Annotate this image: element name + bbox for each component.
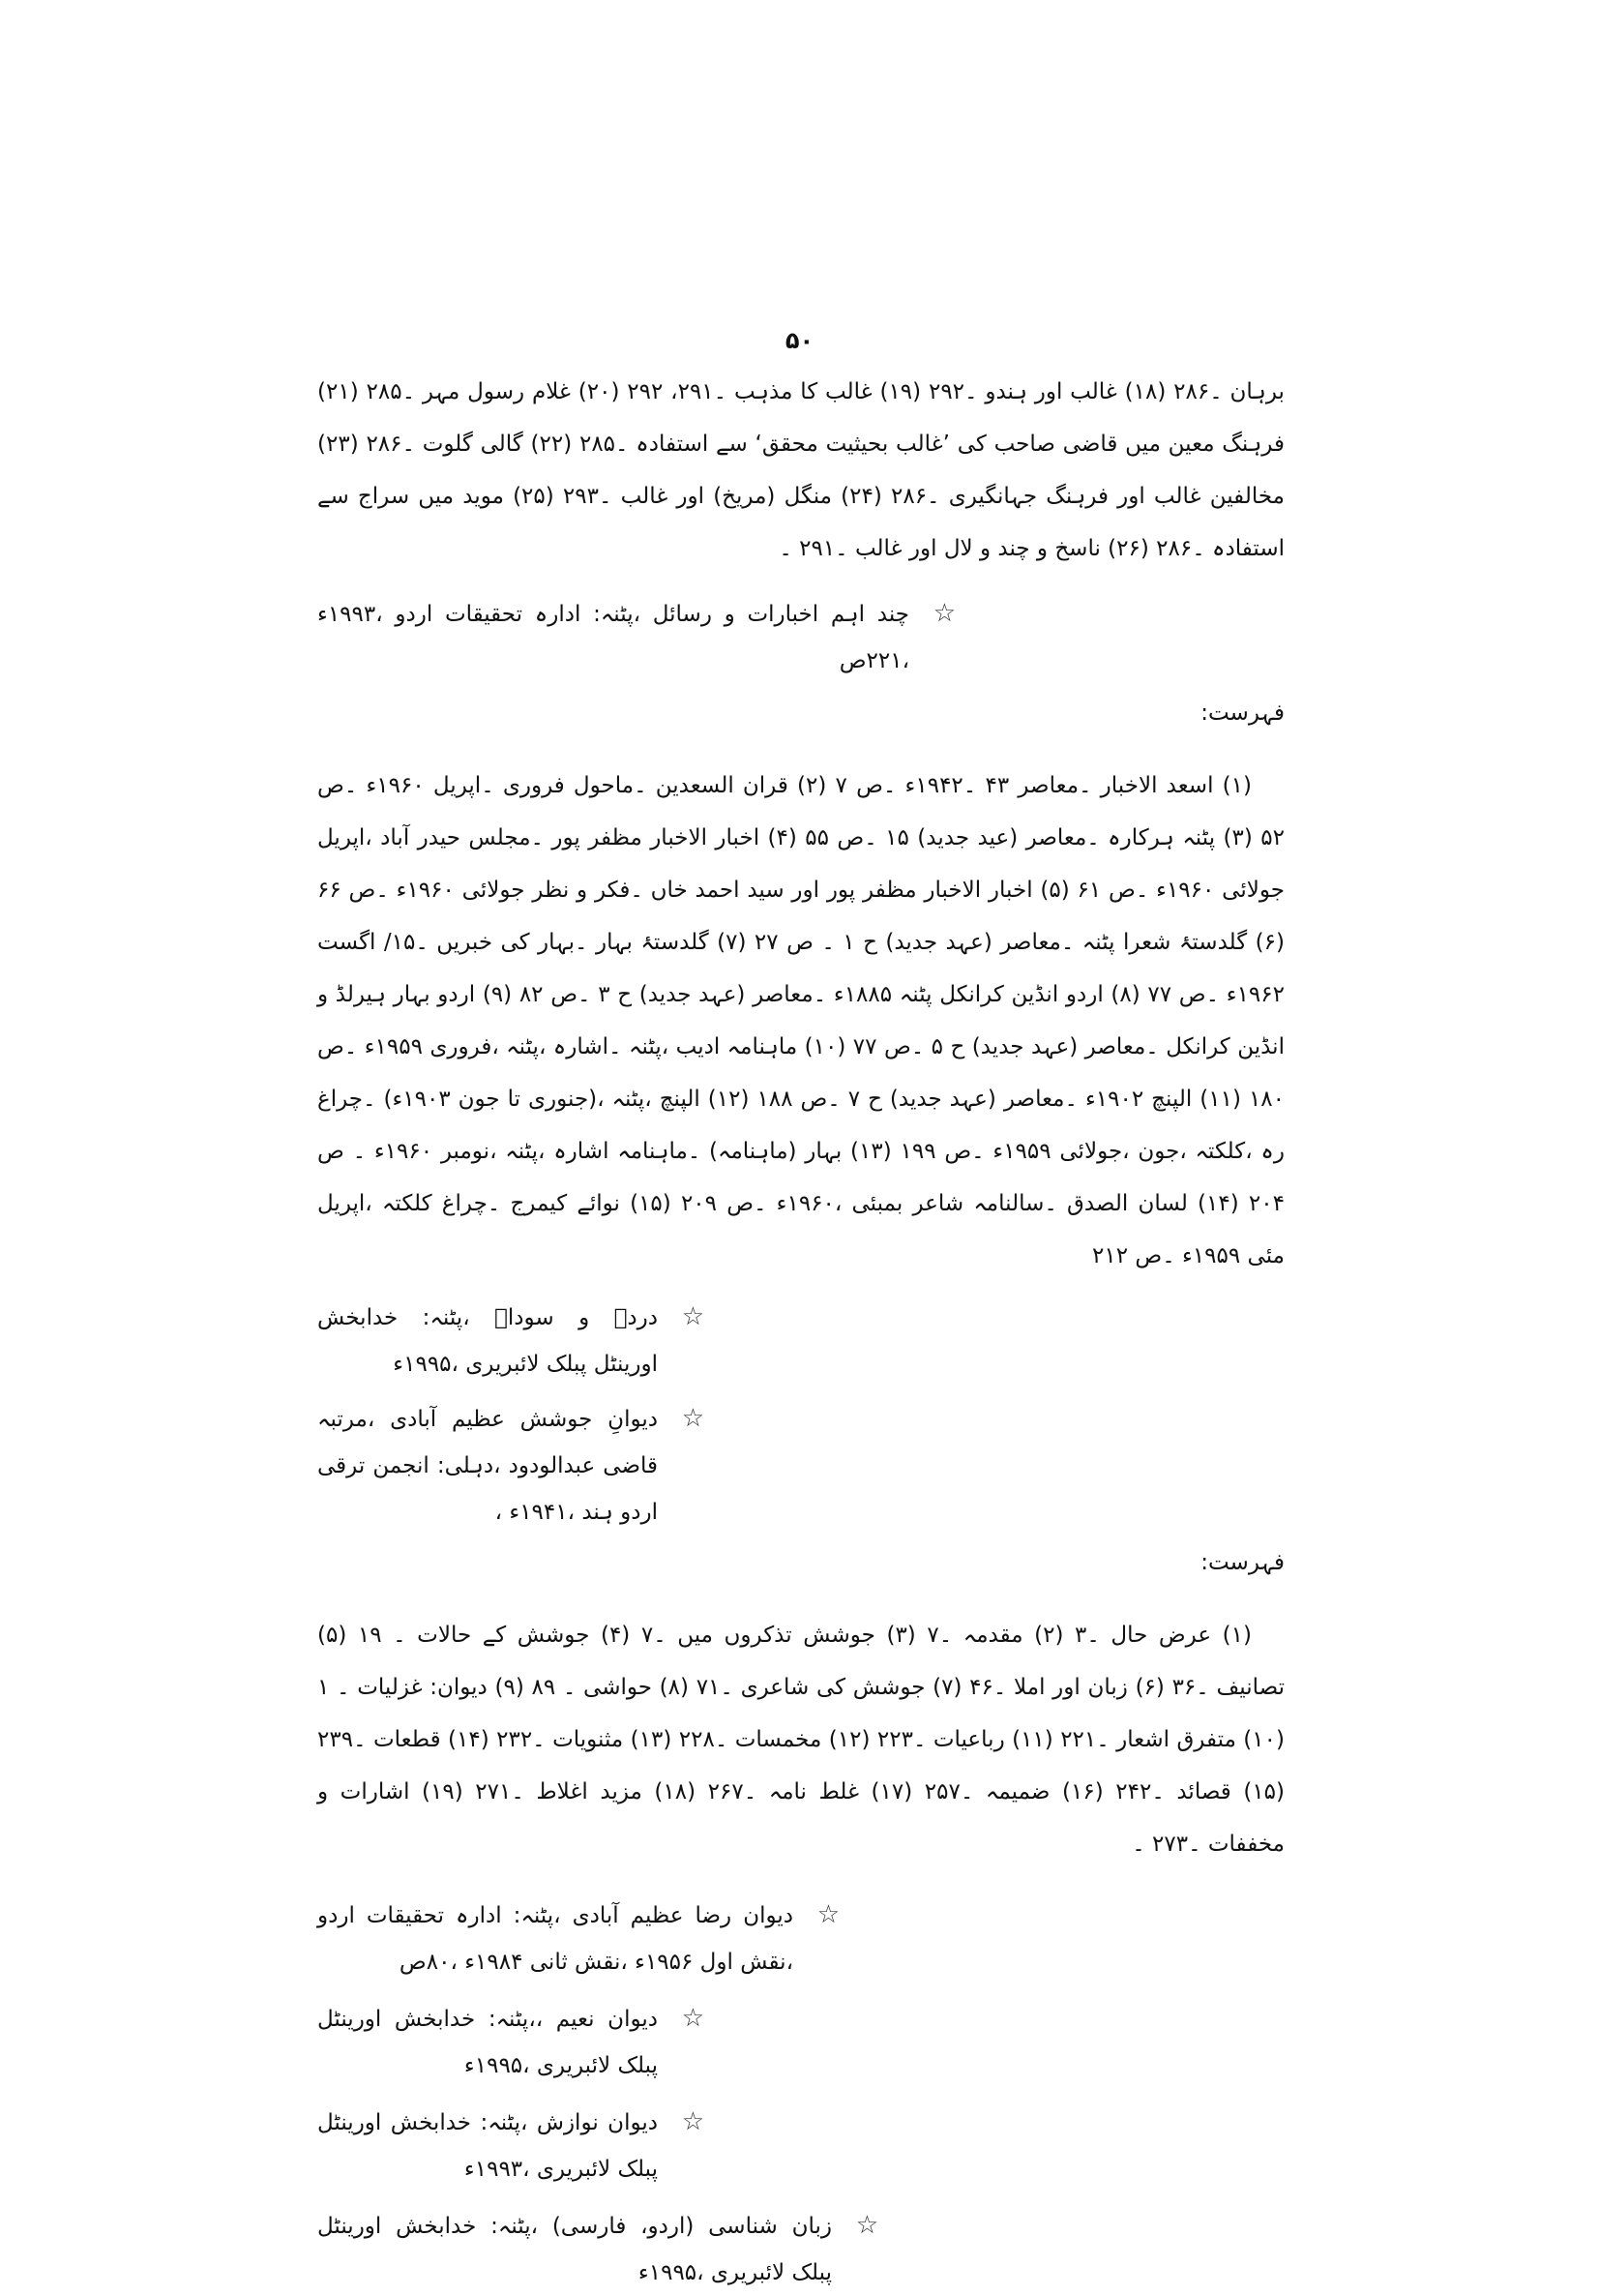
- star-bullet-icon: ☆: [933, 599, 956, 628]
- star-bullet-icon: ☆: [681, 1302, 704, 1331]
- contents-heading: فہرست:: [1200, 701, 1285, 726]
- entry-text: دیوان نوازش ،پٹنہ: خدابخش اورینٹل پبلک لائبریری ،۱۹۹۳ء: [317, 2110, 658, 2182]
- bibliography-entry: [317, 1995, 704, 2089]
- star-bullet-icon: ☆: [816, 1900, 840, 1929]
- bibliography-entry: [317, 2099, 704, 2192]
- entry-text: دیوان نعیم ،،پٹنہ: خدابخش اورینٹل پبلک لائبریری ،۱۹۹۵ء: [317, 2007, 658, 2078]
- entry-text: دیوانِ جوشش عظیم آبادی ،مرتبہ قاضی عبدالودود ،دہلی: انجمن ترقی اردو ہند ،۱۹۴۱ء ،: [317, 1407, 658, 1525]
- paragraph-akhbarat-contents: (۱) اسعد الاخبار ۔معاصر ۴۳ ۔۱۹۴۲ء ۔ص ۷ (۲) قران السعدین ۔ماحول فروری ۔اپریل ۱۹۶۰ء ۔ص ۵۲ (۳) پٹنہ ہرکارہ ۔معاصر (عید جدید) ۱۵ ۔ص ۵۵ (۴) اخبار الاخبار مظفر پور ۔مجلس حیدر آباد ،اپریل جولائی ۱۹۶۰ء ۔ص ۶۱ (۵) اخبار الاخبار مظفر پور اور سید احمد خاں ۔فکر و نظر جولائی ۱۹۶۰ء ۔ص ۶۶ (۶) گلدستۂ شعرا پٹنہ ۔معاصر (عہد جدید) ح ۱ ۔ ص ۲۷ (۷) گلدستۂ بہار ۔بہار کی خبریں ۔۱۵/ اگست ۱۹۶۲ء ۔ص ۷۷ (۸) اردو انڈین کرانکل پٹنہ ۱۸۸۵ء ۔معاصر (عہد جدید) ح ۳ ۔ص ۸۲ (۹) اردو بہار ہیرلڈ و انڈین کرانکل ۔معاصر (عہد جدید) ح ۵ ۔ص ۷۷ (۱۰) ماہنامہ ادیب ،پٹنہ ۔اشارہ ،پٹنہ ،فروری ۱۹۵۹ء ۔ص ۱۸۰ (۱۱) الپنچ ۱۹۰۲ء ۔معاصر (عہد جدید) ح ۷ ۔ص ۱۸۸ (۱۲) الپنچ ،پٹنہ ،(جنوری تا جون ۱۹۰۳ء) ۔چراغ رہ ،کلکتہ ،جون ،جولائی ۱۹۵۹ء ۔ص ۱۹۹ (۱۳) بہار (ماہنامہ) ۔ماہنامہ اشارہ ،پٹنہ ،نومبر ۱۹۶۰ء ۔ ص ۲۰۴ (۱۴) لسان الصدق ۔سالنامہ شاعر بمبئی ،۱۹۶۰ء ۔ص ۲۰۹ (۱۵) نوائے کیمرج ۔چراغ کلکتہ ،اپریل مئی ۱۹۵۹ء ۔ص ۲۱۲: [317, 773, 1285, 1268]
- star-bullet-icon: ☆: [681, 2004, 704, 2033]
- page-body: [317, 366, 1285, 2296]
- bibliography-entry: [317, 590, 956, 684]
- entry-text: دردؔ و سوداؔ ،پٹنہ: خدابخش اورینٹل پبلک لائبریری ،۱۹۹۵ء: [317, 1305, 658, 1377]
- bibliography-entry: [317, 1294, 704, 1387]
- star-bullet-icon: ☆: [681, 2107, 704, 2136]
- entry-text: چند اہم اخبارات و رسائل ،پٹنہ: ادارہ تحقیقات اردو ،۱۹۹۳ء ،۲۲۱ص: [317, 602, 909, 673]
- bibliography-entry: [317, 1892, 840, 1985]
- star-bullet-icon: ☆: [681, 1404, 704, 1433]
- paragraph-josh-contents: (۱) عرض حال ۔۳ (۲) مقدمہ ۔۷ (۳) جوشش تذکروں میں ۔۷ (۴) جوشش کے حالات ۔ ۱۹ (۵) تصانیف ۔۳۶ (۶) زبان اور املا ۔۴۶ (۷) جوشش کی شاعری ۔۷۱ (۸) حواشی ۔ ۸۹ (۹) دیوان: غزلیات ۔ ۱ (۱۰) متفرق اشعار ۔۲۲۱ (۱۱) رباعیات ۔۲۲۳ (۱۲) مخمسات ۔۲۲۸ (۱۳) مثنویات ۔۲۳۲ (۱۴) قطعات ۔۲۳۹ (۱۵) قصائد ۔۲۴۲ (۱۶) ضمیمہ ۔۲۵۷ (۱۷) غلط نامہ ۔۲۶۷ (۱۸) مزید اغلاط ۔۲۷۱ (۱۹) اشارات و مخففات ۔۲۷۳ ۔: [317, 1623, 1286, 1857]
- bibliography-entry: [317, 1395, 704, 1536]
- paragraph-ghalib-contents-continued: برہان ۔۲۸۶ (۱۸) غالب اور ہندو ۔۲۹۲ (۱۹) غالب کا مذہب ۔۲۹۱، ۲۹۲ (۲۰) غلام رسول مہر ۔۲۸۵ (۲۱) فرہنگ معین میں قاضی صاحب کی ’غالب بحیثیت محقق‘ سے استفادہ ۔۲۸۵ (۲۲) گالی گلوت ۔۲۸۶ (۲۳) مخالفین غالب اور فرہنگ جہانگیری ۔۲۸۶ (۲۴) منگل (مریخ) اور غالب ۔۲۹۳ (۲۵) موید میں سراج سے استفادہ ۔۲۸۶ (۲۶) ناسخ و چند و لال اور غالب ۔۲۹۱ ۔: [317, 379, 1285, 561]
- entry-text: دیوان رضا عظیم آبادی ،پٹنہ: ادارہ تحقیقات اردو ،نقش اول ۱۹۵۶ء ،نقش ثانی ۱۹۸۴ء ،۸۰ص: [317, 1903, 793, 1975]
- star-bullet-icon: ☆: [855, 2211, 878, 2240]
- bibliography-entry: [317, 2202, 878, 2296]
- contents-heading: فہرست:: [1200, 1550, 1285, 1575]
- entry-text: زبان شناسی (اردو، فارسی) ،پٹنہ: خدابخش اورینٹل پبلک لائبریری ،۱۹۹۵ء: [317, 2214, 832, 2285]
- page-number: ۵۰: [785, 327, 814, 354]
